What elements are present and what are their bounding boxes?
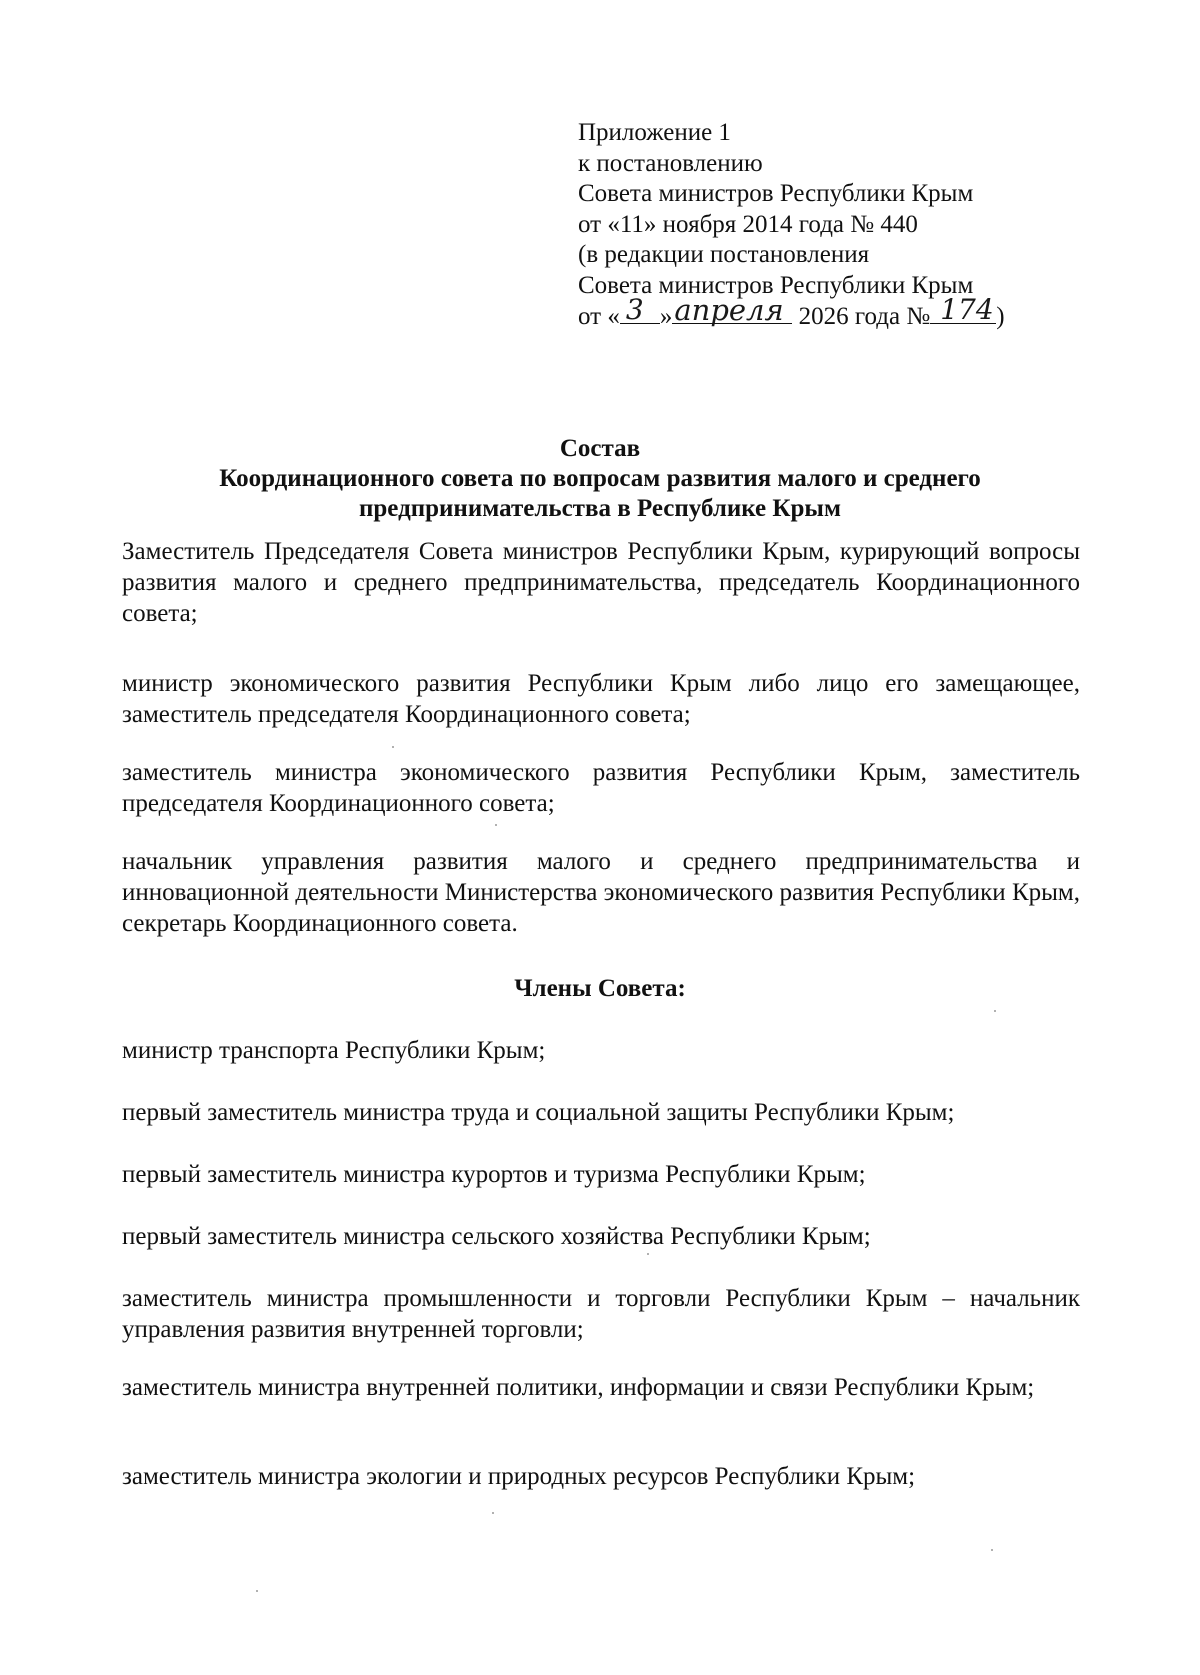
members-heading: Члены Совета: bbox=[514, 975, 686, 1002]
handwritten-month: апреля bbox=[674, 292, 784, 327]
date-close: ) bbox=[996, 303, 1005, 330]
scan-speck bbox=[647, 1253, 649, 1255]
title-line-3: предпринимательства в Республике Крым bbox=[359, 495, 841, 522]
leadership-deputy-1: министр экономического развития Республики Крым либо лицо его замещающее, заместитель председателя Координационного совета; bbox=[122, 670, 1080, 728]
date-year-and-number-label: 2026 года № bbox=[798, 303, 931, 330]
document-title bbox=[120, 434, 1080, 524]
title-line-1: Состав bbox=[559, 435, 641, 462]
handwritten-number: 174 bbox=[940, 292, 994, 326]
member-item: первый заместитель министра труда и социальной защиты Республики Крым; bbox=[122, 1099, 955, 1126]
scan-speck bbox=[256, 1590, 258, 1592]
appendix-line-5: (в редакции постановления bbox=[578, 241, 870, 268]
handwritten-day-field bbox=[620, 292, 660, 326]
leadership-secretary: начальник управления развития малого и среднего предпринимательства и инновационной деятельности Министерства экономического развития Республики Крым, секретарь Координационного совета. bbox=[122, 848, 1080, 937]
appendix-line-6: Совета министров Республики Крым bbox=[578, 271, 974, 299]
member-item: первый заместитель министра курортов и туризма Республики Крым; bbox=[122, 1161, 866, 1188]
scan-speck bbox=[991, 1549, 993, 1551]
leadership-deputy-2: заместитель министра экономического развития Республики Крым, заместитель председателя Координационного совета; bbox=[122, 759, 1080, 817]
appendix-line-1: Приложение 1 bbox=[578, 119, 731, 146]
date-mid: » bbox=[659, 303, 673, 330]
member-item: заместитель министра экологии и природных ресурсов Республики Крым; bbox=[122, 1463, 916, 1490]
handwritten-day: 3 bbox=[625, 292, 644, 326]
member-item: первый заместитель министра сельского хозяйства Республики Крым; bbox=[122, 1223, 871, 1250]
appendix-header bbox=[578, 118, 1098, 333]
handwritten-month-field bbox=[672, 292, 792, 327]
appendix-line-4: от «11» ноября 2014 года № 440 bbox=[578, 210, 918, 238]
scan-speck bbox=[492, 1512, 494, 1514]
appendix-line-3: Совета министров Республики Крым bbox=[578, 180, 974, 207]
handwritten-number-field bbox=[930, 292, 996, 326]
member-item: заместитель министра внутренней политики, информации и связи Республики Крым; bbox=[122, 1374, 1035, 1401]
scan-speck bbox=[392, 746, 394, 748]
appendix-line-2: к постановлению bbox=[578, 149, 763, 177]
scan-speck bbox=[495, 824, 497, 826]
date-prefix: от « bbox=[578, 303, 620, 330]
leadership-chairman: Заместитель Председателя Совета министров Республики Крым, курирующий вопросы развития малого и среднего предпринимательства, председатель Координационного совета; bbox=[122, 538, 1080, 627]
member-item: министр транспорта Республики Крым; bbox=[122, 1037, 546, 1064]
member-item: заместитель министра промышленности и торговли Республики Крым – начальник управления развития внутренней торговли; bbox=[122, 1285, 1080, 1343]
title-line-2: Координационного совета по вопросам развития малого и среднего bbox=[219, 465, 981, 492]
appendix-line-7 bbox=[578, 292, 1098, 333]
scan-speck bbox=[994, 1010, 996, 1012]
